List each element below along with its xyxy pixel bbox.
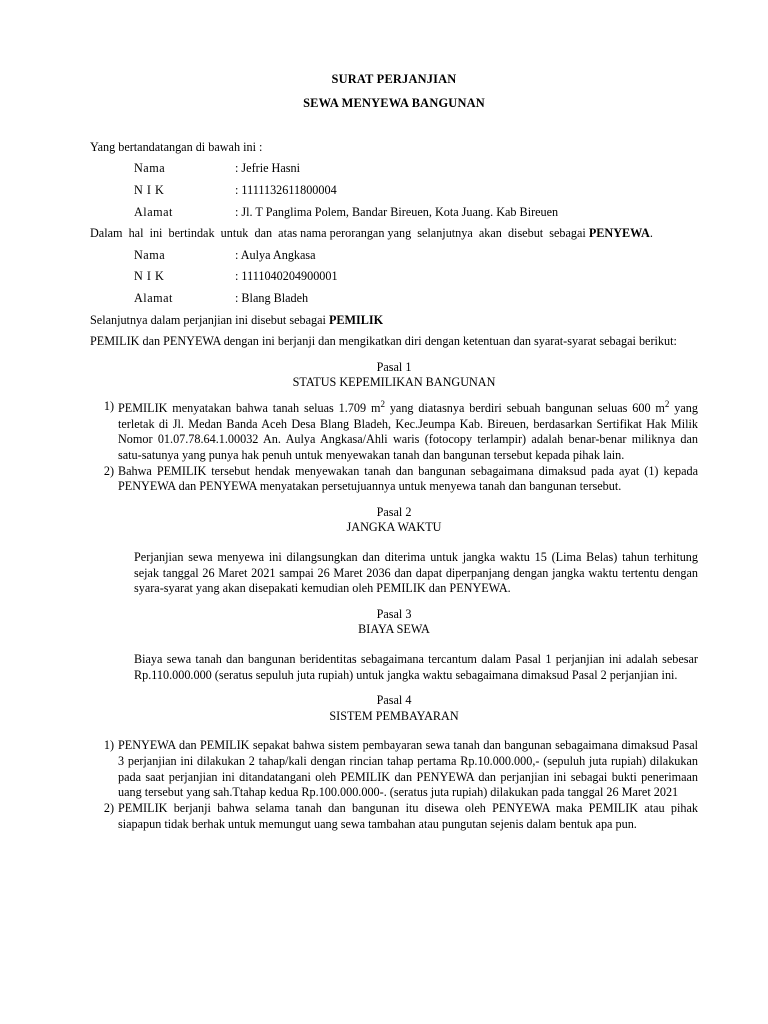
pasal-number: Pasal 2 (376, 504, 412, 519)
penyewa-details (134, 161, 698, 220)
pasal-2-header (90, 505, 698, 536)
pasal-1-header (90, 360, 698, 391)
field-label: Nama (134, 247, 166, 262)
role-end: . (649, 226, 653, 241)
pasal-number: Pasal 3 (376, 606, 412, 621)
field-label: N I K (134, 269, 165, 284)
document-title: SURAT PERJANJIAN (331, 72, 457, 86)
document-subtitle: SEWA MENYEWA BANGUNAN (303, 95, 485, 110)
pemilik-nik-row (134, 269, 698, 285)
pasal-heading: JANGKA WAKTU (346, 520, 442, 535)
list-item (90, 399, 698, 464)
pasal-2-body: Perjanjian sewa menyewa ini dilangsungkan dan diterima untuk jangka waktu 15 (Lima Belas) tahun terhitung sejak tanggal 26 Maret 2021 sampai 26 Maret 2036 dan dapat diperpanjang dengan jangka waktu tertentu dengan syara-syarat yang akan disepakati kemudian oleh PEMILIK dan PENYEWA. (134, 550, 698, 596)
field-value: : Aulya Angkasa (235, 247, 316, 262)
intro-text: Yang bertandatangan di bawah ini : (90, 139, 263, 154)
list-item (90, 738, 698, 800)
item-text: Bahwa PEMILIK tersebut hendak menyewakan tanah dan bangunan sebagaimana dimaksud pada ayat (1) kepada PENYEWA dan PENYEWA menyatakan persetujuannya untuk menyewa tanah dan bangunan tersebut. (118, 463, 698, 494)
item-number: 1) (103, 399, 114, 414)
text-segment: PEMILIK menyatakan bahwa tanah seluas 1.709 m (118, 401, 381, 416)
list-item (90, 464, 698, 495)
item-number: 1) (103, 738, 114, 753)
superscript: 2 (664, 399, 670, 410)
superscript: 2 (380, 399, 385, 410)
field-label: Alamat (134, 291, 173, 306)
penyewa-name-row (134, 161, 698, 177)
field-value: : 1111040204900001 (235, 269, 338, 284)
pasal-3-body: Biaya sewa tanah dan bangunan beridentitas sebagaimana tercantum dalam Pasal 1 perjanjian ini adalah sebesar Rp.110.000.000 (seratus sepuluh juta rupiah) untuk jangka waktu sebagaimana dimaksud Pasal 2 perjanjian ini. (134, 652, 698, 682)
pasal-4-items (90, 738, 698, 832)
text-segment: yang diatasnya berdiri sebuah bangunan seluas 600 m (384, 401, 665, 416)
pasal-number: Pasal 4 (376, 693, 412, 708)
pemilik-role-statement (90, 313, 698, 329)
agreement-intro: PEMILIK dan PENYEWA dengan ini berjanji dan mengikatkan diri dengan ketentuan dan syarat-syarat sebagai berikut: (90, 334, 677, 349)
item-number: 2) (103, 463, 114, 478)
field-value: : Jefrie Hasni (235, 161, 300, 176)
field-value: : Jl. T Panglima Polem, Bandar Bireuen, Kota Juang. Kab Bireuen (235, 204, 559, 219)
pasal-4-header (90, 693, 698, 724)
field-label: N I K (134, 182, 165, 197)
field-value: : 1111132611800004 (235, 182, 337, 197)
pasal-heading: BIAYA SEWA (358, 622, 430, 637)
pasal-number: Pasal 1 (376, 359, 412, 374)
pasal-3-header (90, 607, 698, 638)
role-text: Dalam hal ini bertindak untuk dan atas nama perorangan yang selanjutnya akan disebut sebagai (90, 226, 589, 241)
field-value: : Blang Bladeh (235, 291, 309, 306)
field-label: Nama (134, 161, 166, 176)
role-text: Selanjutnya dalam perjanjian ini disebut sebagai (90, 312, 329, 327)
item-text (118, 399, 698, 464)
field-label: Alamat (134, 204, 173, 219)
pemilik-details (134, 248, 698, 307)
list-item (90, 801, 698, 832)
penyewa-role-statement (90, 226, 698, 242)
penyewa-address-row (134, 205, 698, 221)
role-name: PEMILIK (328, 312, 384, 327)
role-name: PENYEWA (588, 226, 650, 241)
item-text: PENYEWA dan PEMILIK sepakat bahwa sistem pembayaran sewa tanah dan bangunan sebagaimana dimaksud Pasal 3 perjanjian ini dilakukan 2 tahap/kali dengan rincian tahap pertama Rp.10.000.000,- (sepuluh juta rupiah) dilakukan pada saat perjanjian ini ditandatangani oleh PEMILIK dan PENYEWA dan perjanjian ini sebagai bukti penerimaan uang tersebut yang sah.Ttahap kedua Rp.100.000.000-. (seratus juta rupiah) dilakukan pada tanggal 26 Maret 2021 (118, 738, 698, 800)
pasal-1-items (90, 399, 698, 495)
item-text: PEMILIK berjanji bahwa selama tanah dan bangunan itu disewa oleh PENYEWA maka PEMILIK atau pihak siapapun tidak berhak untuk memungut uang sewa tambahan atau pungutan sejenis dalam bentuk apa pun. (118, 800, 698, 831)
pasal-heading: SISTEM PEMBAYARAN (329, 708, 459, 723)
pasal-heading: STATUS KEPEMILIKAN BANGUNAN (292, 375, 496, 390)
item-number: 2) (103, 800, 114, 815)
pemilik-name-row (134, 248, 698, 264)
text-segment: yang terletak di Jl. Medan Banda Aceh Desa Blang Bladeh, Kec.Jeumpa Kab. Bireuen, berdasarkan Sertifikat Hak Milik Nomor 01.07.78.64.1.00032 An. Aulya Angkasa/Ahli waris (fotocopy terlampir) adalah benar-benar miliknya dan satu-satunya yang punya hak penuh untuk menyewakan tanah dan bangunan tersebut kepada pihak lain. (118, 401, 698, 462)
penyewa-nik-row (134, 183, 698, 199)
pemilik-address-row (134, 291, 698, 307)
